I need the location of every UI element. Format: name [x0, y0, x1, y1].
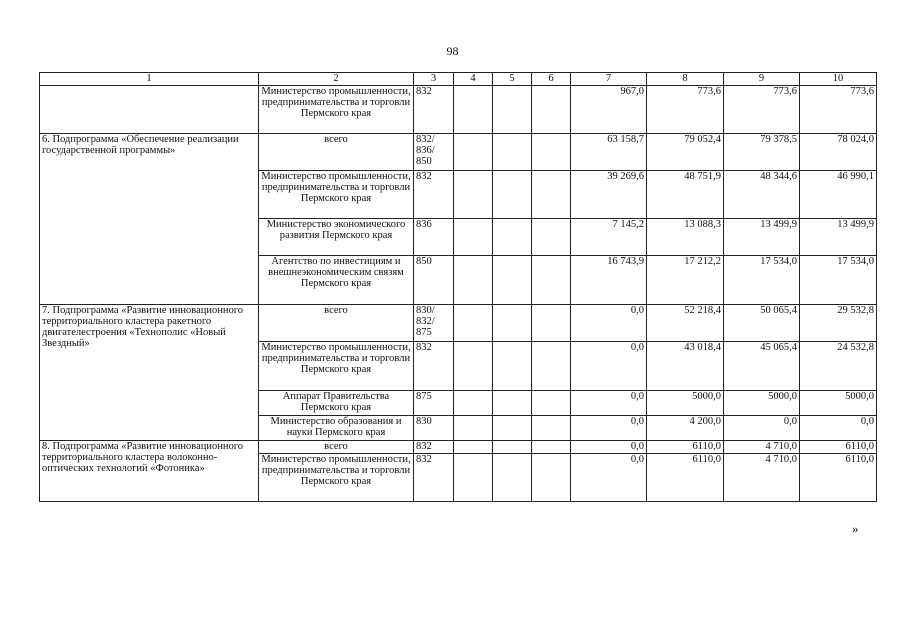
empty-cell	[454, 219, 493, 256]
value-cell-8: 4 200,0	[647, 416, 724, 441]
header-cell: 3	[414, 73, 454, 86]
value-cell-7: 7 145,2	[571, 219, 647, 256]
code-cell: 830/ 832/ 875	[414, 305, 454, 342]
empty-cell	[493, 219, 532, 256]
program-name-cell: 6. Подпрограмма «Обеспечение реализации государственной программы»	[40, 134, 259, 305]
value-cell-7: 0,0	[571, 441, 647, 454]
executor-cell: всего	[259, 305, 414, 342]
empty-cell	[493, 134, 532, 171]
value-cell-9: 17 534,0	[724, 256, 800, 305]
executor-cell: Аппарат Правительства Пермского края	[259, 391, 414, 416]
value-cell-7: 16 743,9	[571, 256, 647, 305]
empty-cell	[493, 342, 532, 391]
header-cell: 1	[40, 73, 259, 86]
code-cell: 832	[414, 86, 454, 134]
empty-cell	[454, 342, 493, 391]
empty-cell	[532, 416, 571, 441]
value-cell-7: 0,0	[571, 342, 647, 391]
code-cell: 850	[414, 256, 454, 305]
value-cell-8: 13 088,3	[647, 219, 724, 256]
header-cell: 10	[800, 73, 877, 86]
table-row	[40, 305, 877, 342]
executor-cell: всего	[259, 441, 414, 454]
value-cell-10: 46 990,1	[800, 171, 877, 219]
empty-cell	[493, 441, 532, 454]
executor-cell: Министерство образования и науки Пермского края	[259, 416, 414, 441]
value-cell-7: 39 269,6	[571, 171, 647, 219]
empty-cell	[532, 305, 571, 342]
empty-cell	[532, 86, 571, 134]
value-cell-8: 17 212,2	[647, 256, 724, 305]
executor-cell: Министерство промышленности, предпринимательства и торговли Пермского края	[259, 86, 414, 134]
empty-cell	[493, 416, 532, 441]
header-cell: 2	[259, 73, 414, 86]
empty-cell	[454, 256, 493, 305]
header-cell: 6	[532, 73, 571, 86]
value-cell-8: 773,6	[647, 86, 724, 134]
value-cell-9: 4 710,0	[724, 441, 800, 454]
value-cell-10: 6110,0	[800, 454, 877, 502]
empty-cell	[454, 171, 493, 219]
table-row	[40, 134, 877, 171]
table-row	[40, 441, 877, 454]
executor-cell: Агентство по инвестициям и внешнеэкономическим связям Пермского края	[259, 256, 414, 305]
value-cell-8: 5000,0	[647, 391, 724, 416]
value-cell-9: 5000,0	[724, 391, 800, 416]
empty-cell	[532, 256, 571, 305]
empty-cell	[454, 441, 493, 454]
empty-cell	[454, 134, 493, 171]
code-cell: 875	[414, 391, 454, 416]
value-cell-8: 79 052,4	[647, 134, 724, 171]
value-cell-10: 13 499,9	[800, 219, 877, 256]
value-cell-10: 5000,0	[800, 391, 877, 416]
value-cell-9: 50 065,4	[724, 305, 800, 342]
value-cell-7: 0,0	[571, 391, 647, 416]
table-row	[40, 86, 877, 134]
header-cell: 8	[647, 73, 724, 86]
code-cell: 832	[414, 441, 454, 454]
value-cell-8: 6110,0	[647, 454, 724, 502]
empty-cell	[493, 86, 532, 134]
executor-cell: Министерство экономического развития Пермского края	[259, 219, 414, 256]
header-cell: 7	[571, 73, 647, 86]
program-name-cell: 8. Подпрограмма «Развитие инновационного территориального кластера волоконно-оптических технологий «Фотоника»	[40, 441, 259, 502]
empty-cell	[532, 454, 571, 502]
value-cell-9: 13 499,9	[724, 219, 800, 256]
value-cell-10: 6110,0	[800, 441, 877, 454]
empty-cell	[532, 219, 571, 256]
value-cell-9: 45 065,4	[724, 342, 800, 391]
code-cell: 830	[414, 416, 454, 441]
value-cell-10: 78 024,0	[800, 134, 877, 171]
value-cell-7: 967,0	[571, 86, 647, 134]
program-name-cell	[40, 86, 259, 134]
value-cell-9: 0,0	[724, 416, 800, 441]
header-row	[40, 73, 877, 86]
empty-cell	[532, 171, 571, 219]
empty-cell	[454, 86, 493, 134]
value-cell-10: 29 532,8	[800, 305, 877, 342]
value-cell-7: 63 158,7	[571, 134, 647, 171]
executor-cell: Министерство промышленности, предпринимательства и торговли Пермского края	[259, 454, 414, 502]
empty-cell	[493, 391, 532, 416]
value-cell-8: 43 018,4	[647, 342, 724, 391]
empty-cell	[493, 256, 532, 305]
value-cell-7: 0,0	[571, 416, 647, 441]
executor-cell: Министерство промышленности, предпринимательства и торговли Пермского края	[259, 342, 414, 391]
empty-cell	[493, 171, 532, 219]
value-cell-8: 6110,0	[647, 441, 724, 454]
empty-cell	[532, 134, 571, 171]
header-cell: 4	[454, 73, 493, 86]
value-cell-10: 24 532,8	[800, 342, 877, 391]
executor-cell: Министерство промышленности, предпринимательства и торговли Пермского края	[259, 171, 414, 219]
code-cell: 832	[414, 171, 454, 219]
value-cell-10: 773,6	[800, 86, 877, 134]
value-cell-8: 52 218,4	[647, 305, 724, 342]
value-cell-10: 0,0	[800, 416, 877, 441]
value-cell-8: 48 751,9	[647, 171, 724, 219]
value-cell-9: 773,6	[724, 86, 800, 134]
program-name-cell: 7. Подпрограмма «Развитие инновационного территориального кластера ракетного двигателестроения «Технополис «Новый Звездный»	[40, 305, 259, 441]
budget-table	[39, 72, 877, 502]
empty-cell	[532, 342, 571, 391]
value-cell-9: 48 344,6	[724, 171, 800, 219]
value-cell-10: 17 534,0	[800, 256, 877, 305]
code-cell: 832/ 836/ 850	[414, 134, 454, 171]
closing-quote: »	[852, 521, 859, 536]
empty-cell	[532, 391, 571, 416]
empty-cell	[493, 454, 532, 502]
page-number: 98	[446, 44, 459, 58]
value-cell-7: 0,0	[571, 305, 647, 342]
code-cell: 832	[414, 342, 454, 391]
empty-cell	[454, 305, 493, 342]
empty-cell	[493, 305, 532, 342]
executor-cell: всего	[259, 134, 414, 171]
header-cell: 5	[493, 73, 532, 86]
empty-cell	[454, 454, 493, 502]
empty-cell	[454, 416, 493, 441]
empty-cell	[532, 441, 571, 454]
value-cell-7: 0,0	[571, 454, 647, 502]
value-cell-9: 79 378,5	[724, 134, 800, 171]
code-cell: 832	[414, 454, 454, 502]
header-cell: 9	[724, 73, 800, 86]
empty-cell	[454, 391, 493, 416]
value-cell-9: 4 710,0	[724, 454, 800, 502]
code-cell: 836	[414, 219, 454, 256]
